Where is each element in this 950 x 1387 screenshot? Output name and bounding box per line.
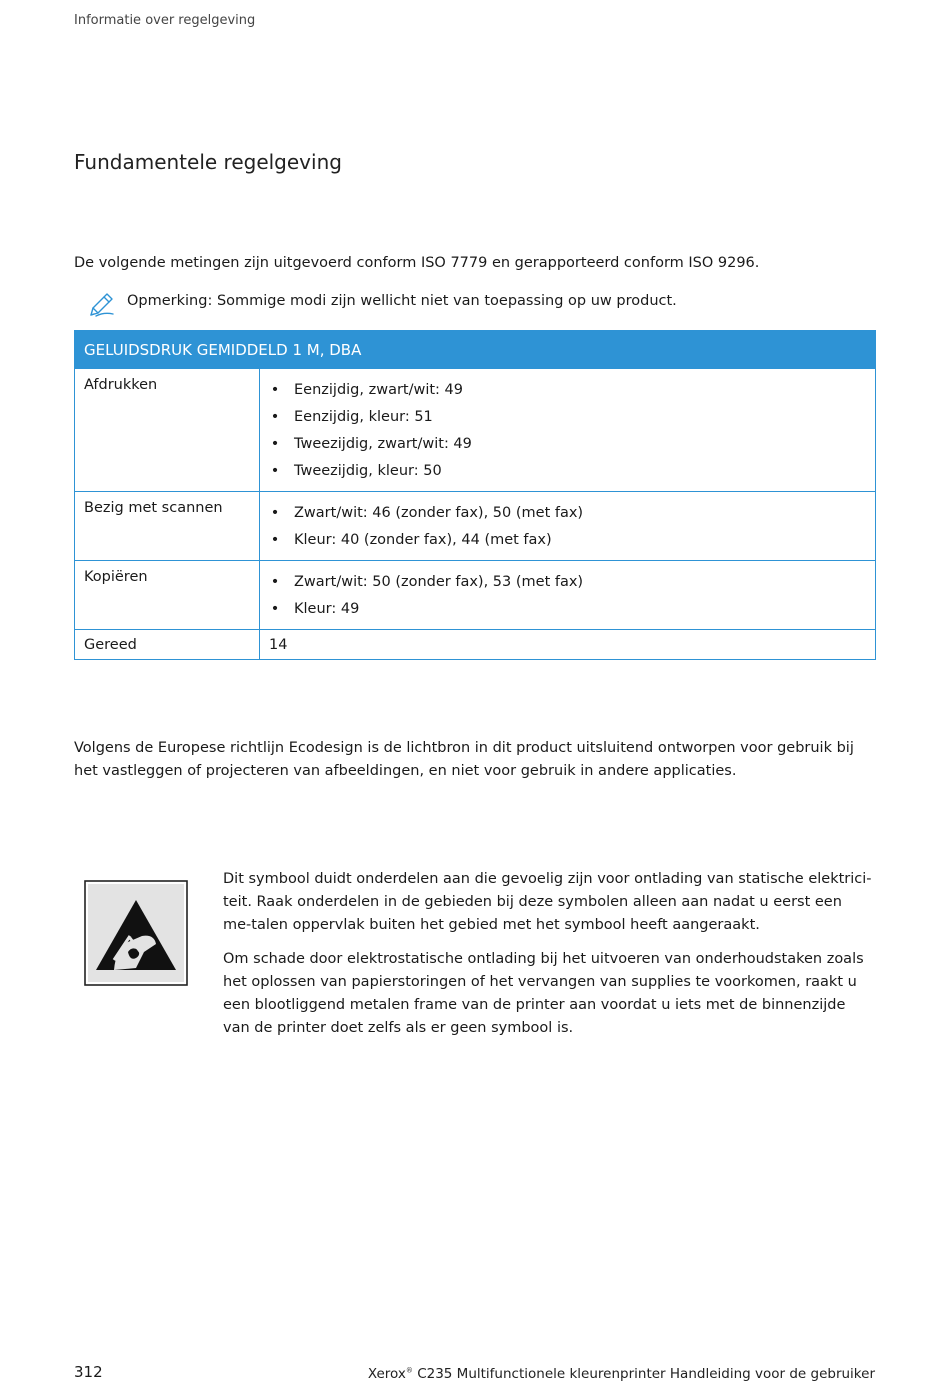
brand-name: Xerox xyxy=(367,1366,406,1382)
row-label: Kopiëren xyxy=(75,561,260,630)
section-title: Fundamentele regelgeving xyxy=(74,150,342,174)
bullet: • xyxy=(270,532,280,548)
list-item: • Kleur: 40 (zonder fax), 44 (met fax) xyxy=(269,527,866,554)
bullet: • xyxy=(270,463,280,479)
row-label: Bezig met scannen xyxy=(75,492,260,561)
note-text: Opmerking: Sommige modi zijn wellicht niet van toepassing op uw product. xyxy=(127,293,677,309)
list-item: • Tweezijdig, kleur: 50 xyxy=(269,458,866,485)
esd-paragraph: Om schade door elektrostatische ontlading bij het uitvoeren van onderhoudstaken zoals het oplossen van papierstoringen of het vervangen van supplies te voorkomen, raakt u een blootliggend metalen frame van de printer aan voordat u iets met de binnenzijde van de printer doet zelfs als er geen symbool is. xyxy=(223,951,864,1036)
esd-warning-icon xyxy=(84,880,188,986)
row-label: Afdrukken xyxy=(75,369,260,492)
page-number: 312 xyxy=(74,1363,103,1381)
list-item: • Tweezijdig, zwart/wit: 49 xyxy=(269,431,866,458)
list-item: • Kleur: 49 xyxy=(269,596,866,623)
pencil-icon xyxy=(86,290,116,320)
footer-title xyxy=(368,1366,875,1382)
note xyxy=(86,290,866,320)
list-item: • Zwart/wit: 46 (zonder fax), 50 (met fax) xyxy=(269,500,866,527)
table-row xyxy=(75,630,876,660)
table-row xyxy=(75,561,876,630)
ecodesign-paragraph: Volgens de Europese richtlijn Ecodesign is de lichtbron in dit product uitsluitend ontworpen voor gebruik bij het vastleggen of projecteren van afbeeldingen, en niet voor gebruik in andere applicaties. xyxy=(74,740,854,779)
table-header: GELUIDSDRUK GEMIDDELD 1 M, DBA xyxy=(75,331,876,369)
product-title: C235 Multifunctionele kleurenprinter Handleiding voor de gebruiker xyxy=(412,1366,875,1382)
registered-mark: ® xyxy=(405,1366,413,1375)
intro-paragraph: De volgende metingen zijn uitgevoerd conform ISO 7779 en gerapporteerd conform ISO 9296. xyxy=(74,255,760,271)
bullet: • xyxy=(270,505,280,521)
sound-pressure-table xyxy=(74,330,876,660)
esd-description xyxy=(223,868,873,1051)
running-header: Informatie over regelgeving xyxy=(74,13,256,28)
bullet: • xyxy=(270,409,280,425)
bullet: • xyxy=(270,574,280,590)
bullet: • xyxy=(270,382,280,398)
row-values xyxy=(260,561,876,630)
row-values xyxy=(260,369,876,492)
list-item: • Eenzijdig, zwart/wit: 49 xyxy=(269,377,866,404)
row-values xyxy=(260,492,876,561)
list-item: • Eenzijdig, kleur: 51 xyxy=(269,404,866,431)
row-value: 14 xyxy=(260,630,876,660)
row-label: Gereed xyxy=(75,630,260,660)
list-item: • Zwart/wit: 50 (zonder fax), 53 (met fax) xyxy=(269,569,866,596)
esd-paragraph: Dit symbool duidt onderdelen aan die gevoelig zijn voor ontlading van statische elektrici-teit. Raak onderdelen in de gebieden bij deze symbolen alleen aan nadat u eerst een me-talen oppervlak buiten het gebied met het symbool heeft aangeraakt. xyxy=(223,871,872,933)
bullet: • xyxy=(270,601,280,617)
table-row xyxy=(75,492,876,561)
table-row xyxy=(75,369,876,492)
bullet: • xyxy=(270,436,280,452)
